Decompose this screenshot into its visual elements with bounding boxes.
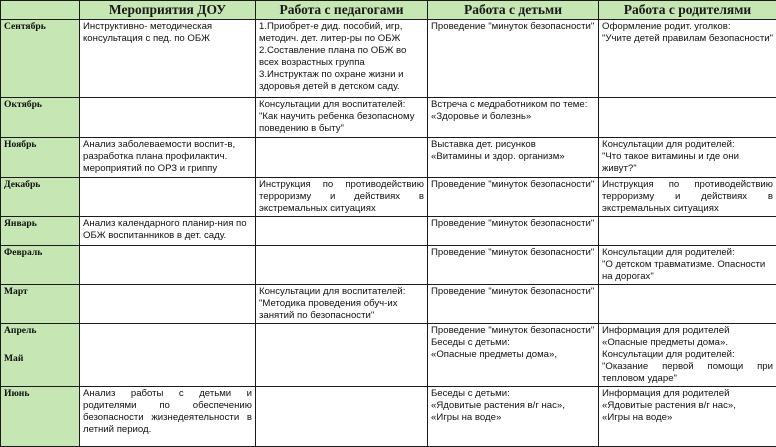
month-cell: Март [1, 285, 80, 324]
dou-cell: Анализ календарного планир-ния по ОБЖ воспитанников в дет. саду. [80, 217, 256, 246]
table-row [1, 178, 776, 217]
table-row [1, 20, 776, 98]
teachers-cell [256, 387, 428, 447]
parents-cell: Информация для родителей «Ядовитые растения в/г нас», «Игры на воде» [599, 387, 776, 447]
parents-cell: Оформление родит. уголков: "Учите детей правилам безопасности" [599, 20, 776, 98]
parents-cell: Инструкция по противодействию терроризму и действиях в экстремальных ситуациях [599, 178, 776, 217]
header-month [1, 1, 80, 20]
children-cell: Проведение "минуток безопасности" [428, 20, 599, 98]
table-row [1, 98, 776, 138]
teachers-cell [256, 217, 428, 246]
dou-cell: Инструктивно- методическая консультация с пед. по ОБЖ [80, 20, 256, 98]
header-dou-activities: Мероприятия ДОУ [80, 1, 256, 20]
teachers-cell: Консультации для воспитателей: "Методика проведения обуч-их занятий по безопасности" [256, 285, 428, 324]
header-teachers: Работа с педагогами [256, 1, 428, 20]
dou-cell: Анализ заболеваемости воспит-в, разработка плана профилактич. мероприятий по ОРЗ и гриппу [80, 138, 256, 178]
teachers-cell: Консультации для воспитателей: "Как научить ребенка безопасному поведению в быту" [256, 98, 428, 138]
dou-cell [80, 285, 256, 324]
month-cell [1, 324, 80, 387]
teachers-cell [256, 138, 428, 178]
month-cell: Декабрь [1, 178, 80, 217]
teachers-cell: Инструкция по противодействию терроризму и действиях в экстремальных ситуациях [256, 178, 428, 217]
month-cell: Июнь [1, 387, 80, 447]
parents-cell: Консультации для родителей: "О детском травматизме. Опасности на дорогах" [599, 246, 776, 285]
teachers-cell: 1.Приобрет-е дид. пособий, игр, методич. дет. литер-ры по ОБЖ 2.Составление плана по ОБЖ во всех возрастных группа 3.Инструктаж по охране жизни и здоровья детей в детском саду. [256, 20, 428, 98]
dou-cell [80, 98, 256, 138]
children-cell: Беседы с детьми: «Ядовитые растения в/г нас», «Игры на воде» [428, 387, 599, 447]
children-cell: Проведение "минуток безопасности" [428, 246, 599, 285]
parents-cell [599, 217, 776, 246]
header-row [1, 1, 776, 20]
header-parents: Работа с родителями [599, 1, 776, 20]
teachers-cell [256, 246, 428, 285]
teachers-cell [256, 324, 428, 387]
month-cell: Февраль [1, 246, 80, 285]
children-cell: Проведение "минуток безопасности" [428, 217, 599, 246]
dou-cell [80, 246, 256, 285]
children-cell: Выставка дет. рисунков «Витамины и здор. организм» [428, 138, 599, 178]
children-cell: Проведение "минуток безопасности" Беседы с детьми: «Опасные предметы дома», [428, 324, 599, 387]
table-row [1, 285, 776, 324]
table-row [1, 324, 776, 387]
table-row [1, 387, 776, 447]
children-cell: Проведение "минуток безопасности" [428, 178, 599, 217]
month-cell: Ноябрь [1, 138, 80, 178]
parents-cell [599, 285, 776, 324]
parents-cell [599, 98, 776, 138]
dou-cell [80, 178, 256, 217]
header-children: Работа с детьми [428, 1, 599, 20]
table-row [1, 246, 776, 285]
month-cell: Октябрь [1, 98, 80, 138]
month-may: Май [4, 353, 23, 364]
children-cell: Встреча с медработником по теме: «Здоровье и болезнь» [428, 98, 599, 138]
dou-cell [80, 324, 256, 387]
month-cell: Январь [1, 217, 80, 246]
month-april: Апрель [4, 325, 37, 336]
month-cell: Сентябрь [1, 20, 80, 98]
table-row [1, 138, 776, 178]
table-row [1, 217, 776, 246]
dou-cell: Анализ работы с детьми и родителями по обеспечению безопасности жизнедеятельности в летний период. [80, 387, 256, 447]
children-cell: Проведение "минуток безопасности" [428, 285, 599, 324]
parents-cell: Консультации для родителей: "Что такое витамины и где они живут?" [599, 138, 776, 178]
parents-cell: Информация для родителей «Опасные предметы дома». Консультации для родителей: "Оказание первой помощи при тепловом ударе" [599, 324, 776, 387]
